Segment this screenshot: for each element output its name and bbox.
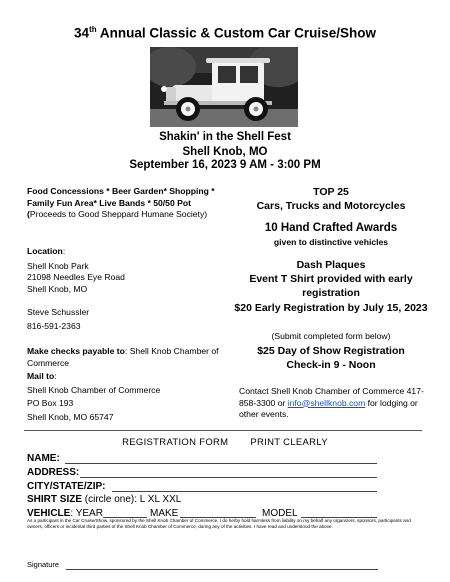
mail-line: PO Box 193 (27, 398, 74, 408)
contact-name: Steve Schussler (27, 307, 90, 317)
location-label: Location (27, 246, 63, 256)
checks-block (27, 346, 227, 369)
mail-line: Shell Knob Chamber of Commerce (27, 384, 161, 395)
city-state-zip-input-line[interactable] (112, 491, 377, 492)
dash-plaques: Dash Plaques (296, 259, 366, 271)
form-divider (24, 430, 422, 431)
name-label: NAME: (27, 453, 60, 464)
mail-line: Shell Knob, MO 65747 (27, 411, 114, 422)
title-number: 34 (74, 25, 90, 41)
vehicle-model-label: MODEL (262, 508, 298, 519)
mail-block (27, 371, 227, 423)
submit-note: (Submit completed form below) (271, 331, 391, 341)
checks-label: Make checks payable to (27, 346, 125, 356)
vehicle-year-label: : YEAR (70, 508, 103, 519)
features-normal: Proceeds to Good Sheppard Humane Society) (29, 209, 208, 219)
early-registration: $20 Early Registration by July 15, 2023 (234, 302, 428, 314)
car-photo-icon (150, 47, 298, 127)
awards-heading: 10 Hand Crafted Awards (264, 222, 398, 234)
checkin-time: Check-in 9 - Noon (286, 359, 376, 371)
features-bold: Food Concessions * Beer Garden* Shopping * Family Fun Area* Live Bands * 50/50 Pot ( (27, 186, 215, 219)
mail-label: Mail to (27, 371, 55, 381)
form-title: REGISTRATION FORM (122, 437, 229, 448)
address-label: ADDRESS: (27, 467, 80, 478)
title-rest: Annual Classic & Custom Car Cruise/Show (96, 25, 376, 41)
mail-colon: : (54, 371, 57, 381)
contact-chamber-text (239, 386, 439, 421)
categories-text: Cars, Trucks and Motorcycles (256, 200, 406, 212)
tshirt-text: Event T Shirt provided with early registration (249, 273, 413, 299)
signature-input-line[interactable] (66, 569, 378, 570)
location-line: 21098 Needles Eye Road (27, 272, 125, 282)
features-text (27, 186, 227, 221)
checks-value: : Shell Knob Chamber of Commerce (27, 346, 219, 368)
event-datetime: September 16, 2023 9 AM - 3:00 PM (129, 159, 321, 171)
email-link[interactable]: info@shellknob.com (287, 397, 366, 408)
contact-post: for lodging or other events. (239, 397, 418, 419)
address-input-line[interactable] (80, 477, 377, 478)
contact-block (27, 307, 227, 332)
city-state-zip-label: CITY/STATE/ZIP: (27, 481, 106, 492)
location-line: Shell Knob, MO (27, 283, 88, 294)
contact-phone: 816-591-2363 (27, 320, 81, 331)
contact-pre: Contact Shell Knob Chamber of Commerce 417-858-3300 or (239, 386, 424, 408)
shirt-size-label: SHIRT SIZE (27, 494, 83, 505)
name-input-line[interactable] (65, 463, 377, 464)
print-clearly-note: PRINT CLEARLY (250, 437, 328, 448)
event-name: Shakin' in the Shell Fest (159, 131, 291, 143)
registration-form-title (0, 437, 450, 448)
day-of-registration: $25 Day of Show Registration (257, 345, 405, 357)
vehicle-label: VEHICLE (27, 508, 71, 519)
shirt-size-field (27, 494, 181, 505)
liability-disclaimer: As a participant in the Car Cruise/Show, sponsored by the Shell Knob Chamber of Commerce, I do herby hold harmless from liability on my behalf any organizers, sponsors, participants and owners, officers or incidental third parties of the Shell Knob Chamber of Commerce, during any of the activities. I have read and understood the above. (27, 518, 411, 530)
location-block (27, 246, 227, 295)
awards-sub: given to distinctive vehicles (273, 237, 389, 247)
location-colon: : (62, 246, 66, 256)
car-photo (150, 47, 298, 127)
event-location: Shell Knob, MO (182, 146, 268, 158)
vehicle-make-label: MAKE (150, 508, 179, 519)
top25-heading: TOP 25 (313, 186, 349, 198)
flyer-title (0, 25, 450, 41)
title-suffix: th (89, 25, 97, 34)
location-line: Shell Knob Park (27, 260, 89, 271)
shirt-size-options[interactable]: (circle one): L XL XXL (82, 494, 182, 505)
signature-label: Signature (27, 560, 60, 569)
